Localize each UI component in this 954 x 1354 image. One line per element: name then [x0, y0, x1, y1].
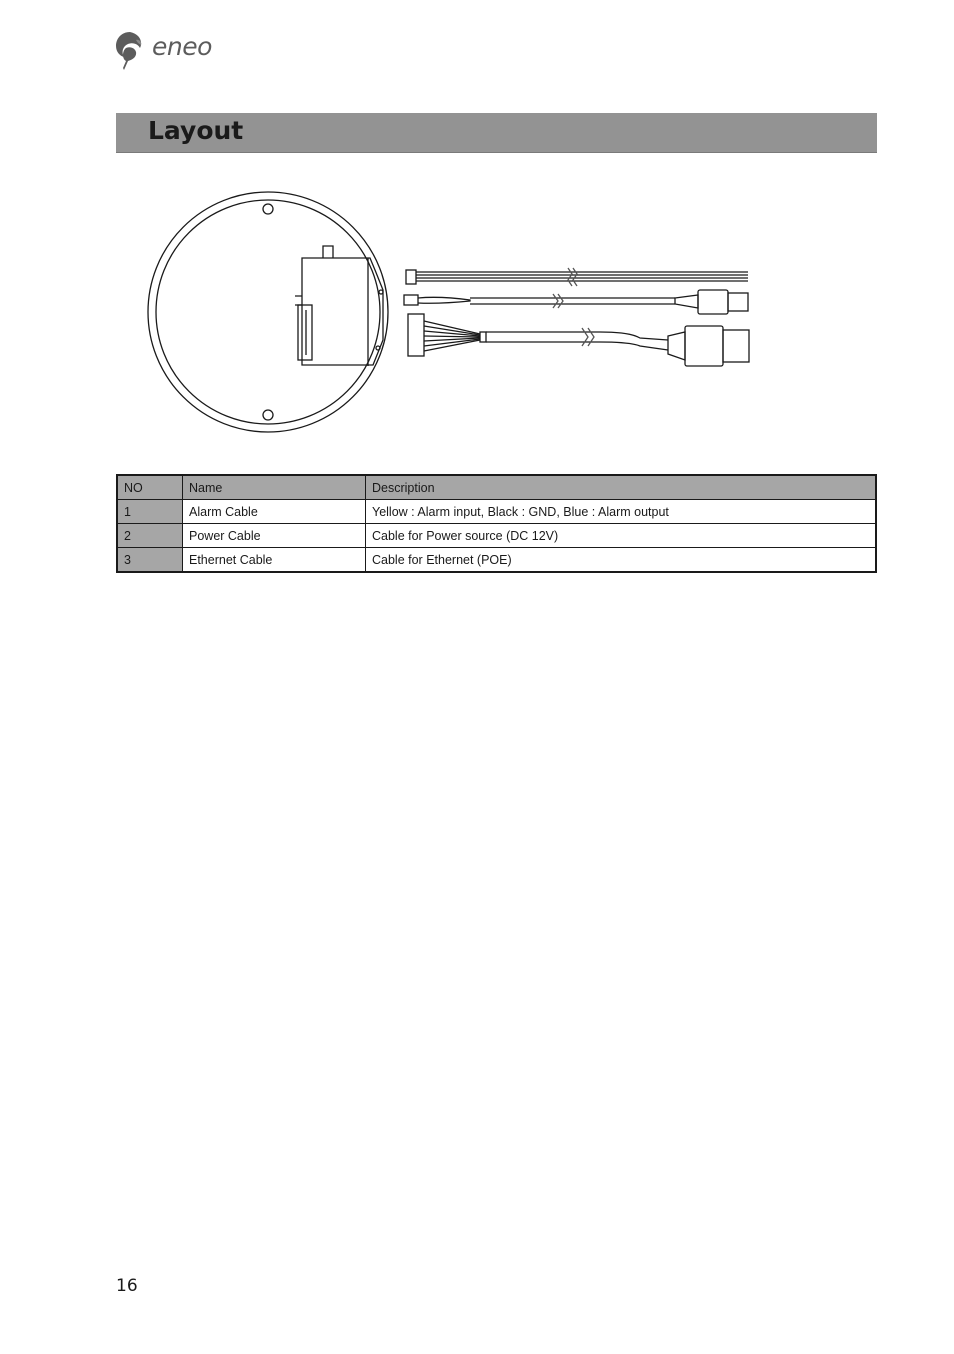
cable-table — [116, 474, 877, 573]
table-header-row — [117, 475, 876, 500]
column-header-no: NO — [117, 475, 183, 500]
table-row — [117, 500, 876, 524]
section-title: Layout — [148, 116, 244, 145]
camera-outer-ring — [148, 192, 388, 432]
page-number: 16 — [116, 1276, 138, 1296]
table-row — [117, 524, 876, 548]
power-cable-plug — [698, 290, 728, 314]
row-number: 1 — [117, 500, 183, 524]
cable-description: Cable for Power source (DC 12V) — [366, 524, 877, 548]
table-row — [117, 548, 876, 573]
ethernet-cable-connector — [408, 314, 424, 356]
column-header-name: Name — [183, 475, 366, 500]
screw-hole-top — [263, 204, 273, 214]
screw-hole-bottom — [263, 410, 273, 420]
power-cable-connector — [404, 295, 418, 305]
row-number: 3 — [117, 548, 183, 573]
cable-name: Power Cable — [183, 524, 366, 548]
camera-cable-layout-diagram — [140, 180, 760, 442]
alarm-cable-connector — [406, 270, 416, 284]
cable-description: Yellow : Alarm input, Black : GND, Blue : Alarm output — [366, 500, 877, 524]
section-header-bar — [116, 113, 877, 153]
cable-name: Alarm Cable — [183, 500, 366, 524]
cable-description: Cable for Ethernet (POE) — [366, 548, 877, 573]
row-number: 2 — [117, 524, 183, 548]
brand-name: eneo — [152, 32, 212, 61]
column-header-description: Description — [366, 475, 877, 500]
cable-name: Ethernet Cable — [183, 548, 366, 573]
ethernet-rj45-plug — [685, 326, 723, 366]
camera-inner-ring — [156, 200, 380, 424]
connector-housing — [302, 258, 383, 365]
